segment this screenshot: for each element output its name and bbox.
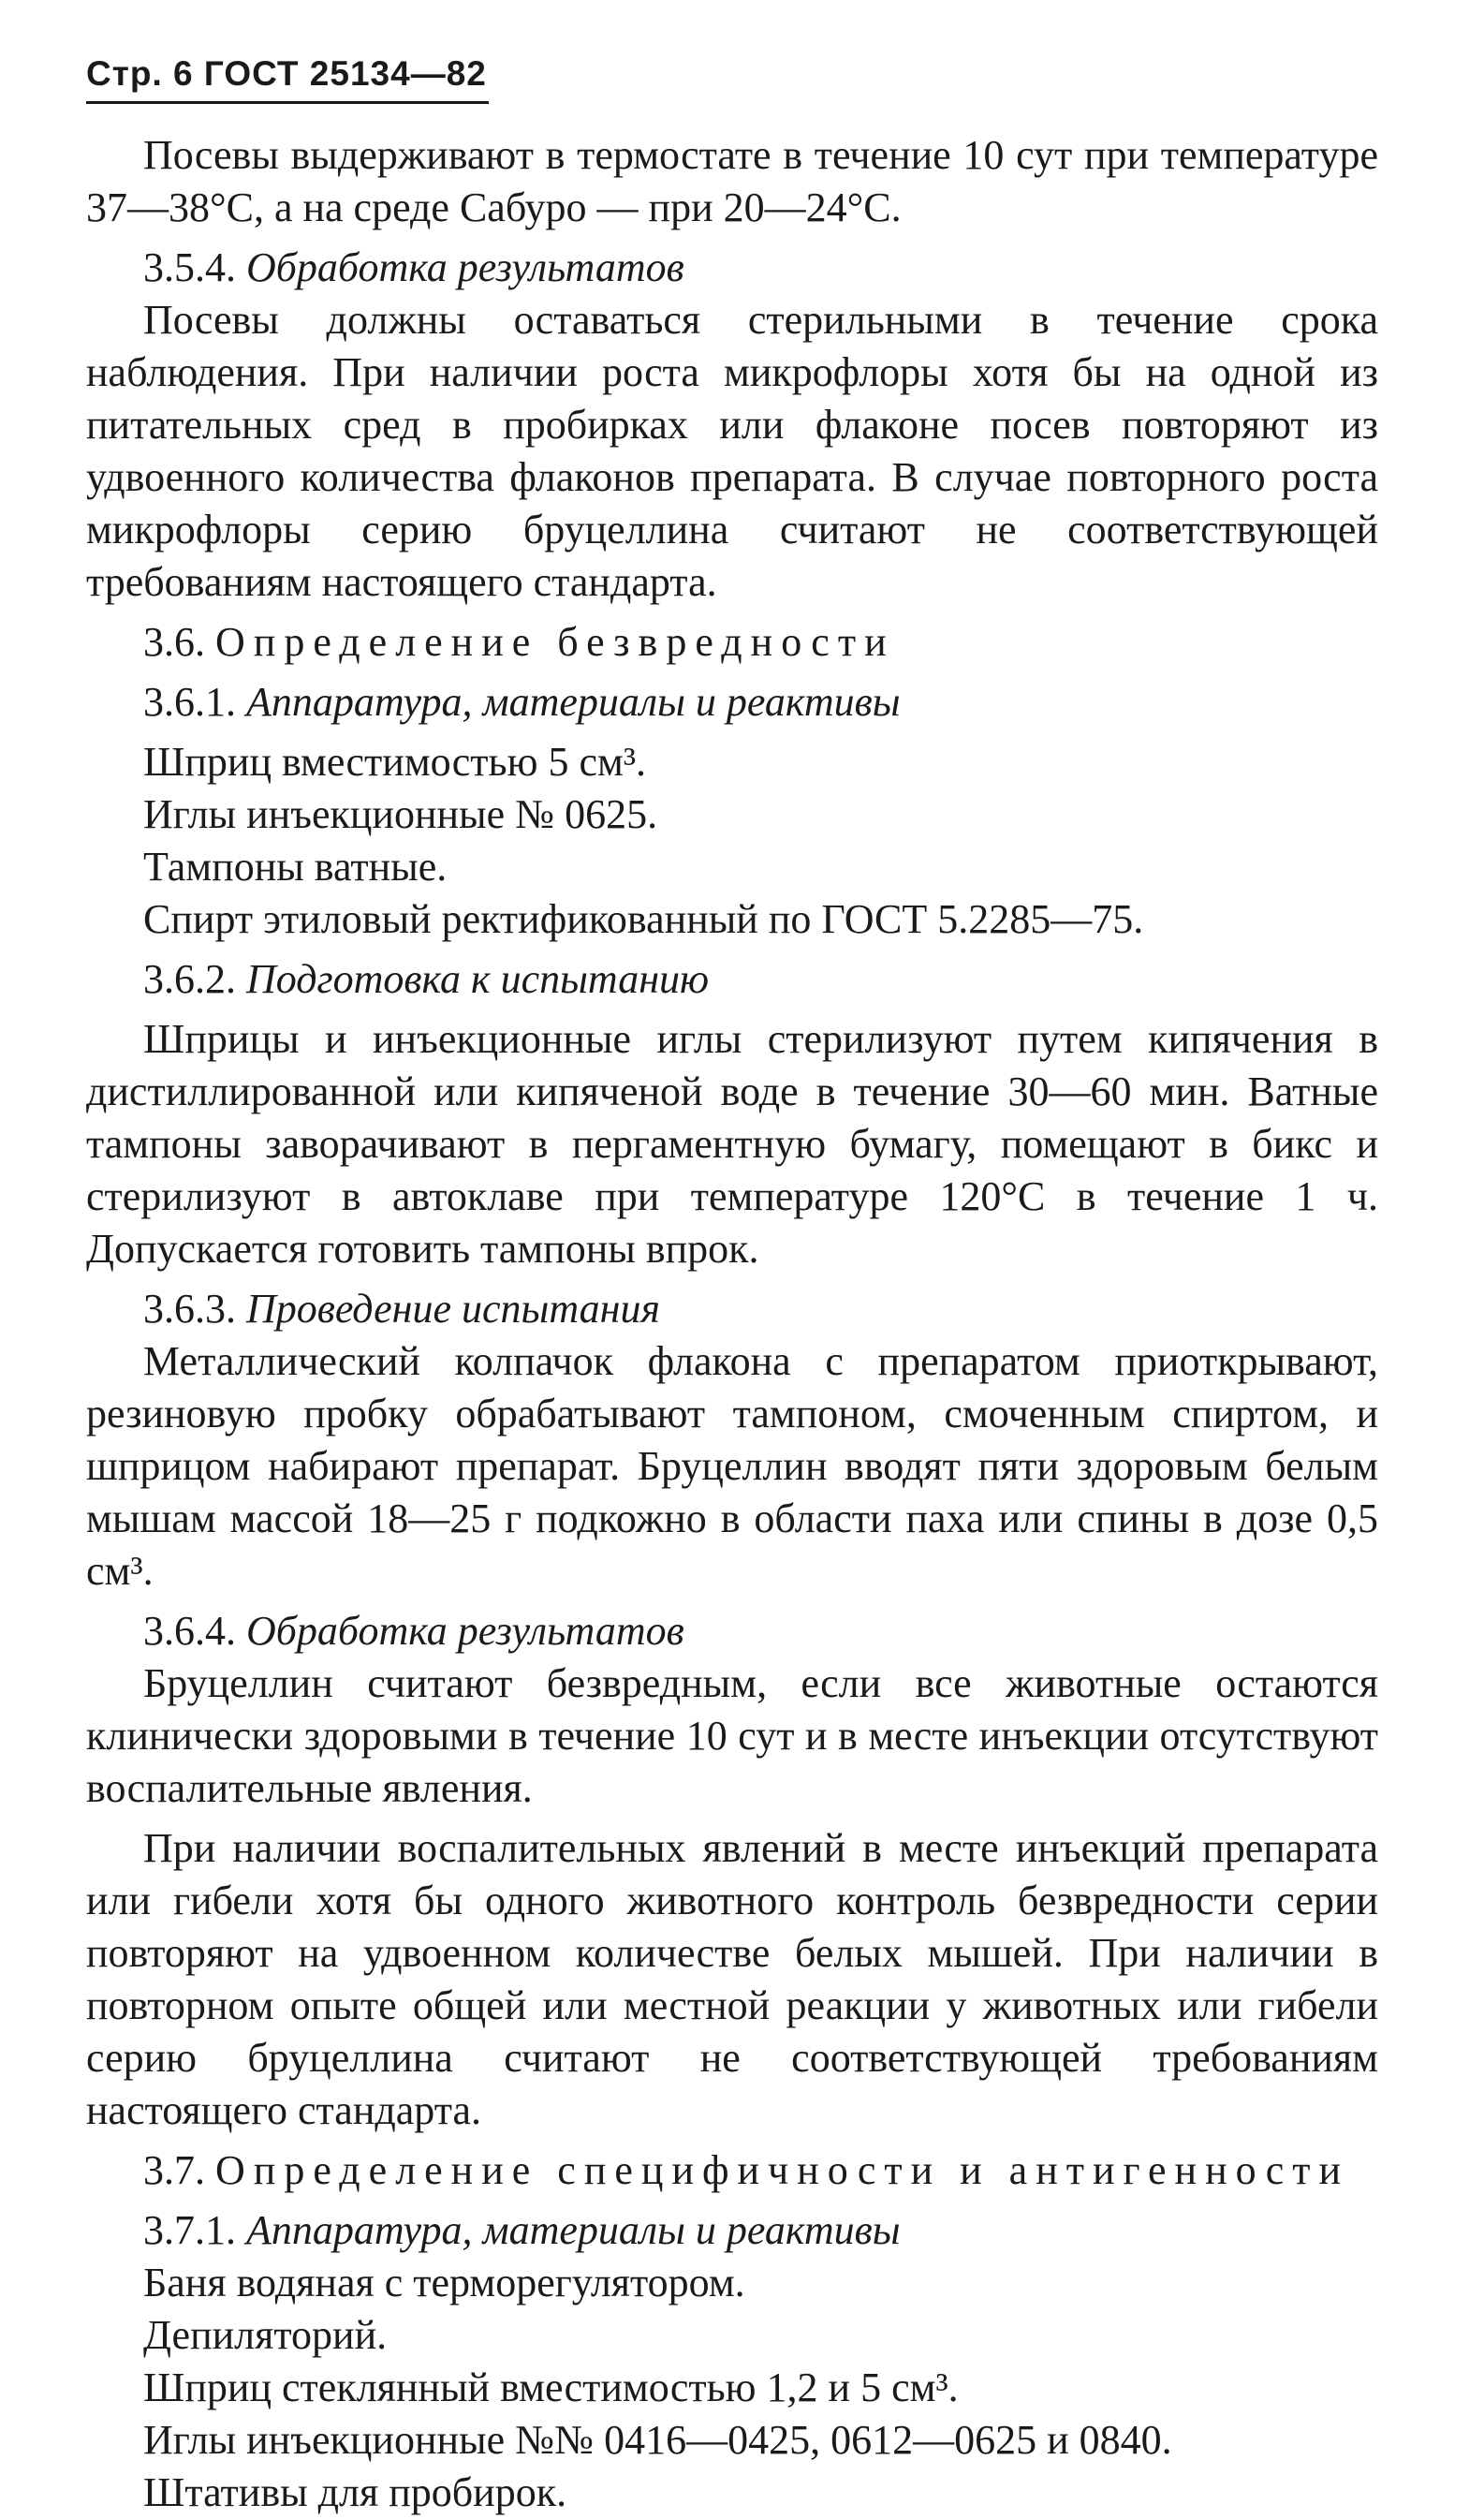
document-body <box>86 129 1378 2519</box>
list-item: Штативы для пробирок. <box>143 2469 567 2515</box>
list-item: Баня водяная с терморегулятором. <box>143 2260 745 2305</box>
paragraph: Металлический колпачок флакона с препаратом приоткрывают, резиновую пробку обрабатывают тампоном, смоченным спиртом, и шприцом набирают препарат. Бруцеллин вводят пяти здоровым белым мышам массой 18—25 г подкожно в области паха или спины в дозе 0,5 см³. <box>86 1338 1378 1594</box>
section-title: Аппаратура, материалы и реактивы <box>246 2207 901 2253</box>
list-item: Шприц стеклянный вместимостью 1,2 и 5 см³. <box>143 2364 959 2410</box>
paragraph: Посевы выдерживают в термостате в течение 10 сут при температуре 37—38°С, а на среде Сабуро — при 20—24°С. <box>86 132 1378 230</box>
list-item: Депиляторий. <box>143 2312 388 2358</box>
section-number: 3.6.2. <box>143 956 236 1002</box>
section-heading-3-7-1 <box>86 2204 1378 2257</box>
paragraph: Бруцеллин считают безвредным, если все животные остаются клинически здоровыми в течение 10 сут и в месте инъекции отсутствуют воспалительные явления. <box>86 1660 1378 1811</box>
section-heading-3-6-2 <box>86 953 1378 1006</box>
section-title: Аппаратура, материалы и реактивы <box>246 679 901 725</box>
header-rule <box>86 101 489 104</box>
section-heading-3-6-3 <box>86 1283 1378 1335</box>
paragraph: При наличии воспалительных явлений в месте инъекций препарата или гибели хотя бы одного животного контроль безвредности серии повторяют на удвоенном количестве белых мышей. При наличии в повторном опыте общей или местной реакции у животных или гибели серию бруцеллина считают не соответствующей требованиям настоящего стандарта. <box>86 1825 1378 2133</box>
list-item: Иглы инъекционные № 0625. <box>143 791 658 837</box>
list-item: Спирт этиловый ректификованный по ГОСТ 5.2285—75. <box>143 896 1144 942</box>
section-number: 3.6.4. <box>143 1608 236 1654</box>
section-number: 3.5.4. <box>143 244 236 290</box>
section-title: Подготовка к испытанию <box>246 956 710 1002</box>
section-title: Определение специфичности и антигенности <box>215 2147 1350 2193</box>
section-number: 3.6.1. <box>143 679 236 725</box>
section-heading-3-7 <box>86 2144 1378 2197</box>
section-title: Определение безвредности <box>215 619 895 665</box>
section-heading-3-6-1 <box>86 676 1378 729</box>
list-item: Шприц вместимостью 5 см³. <box>143 739 647 785</box>
paragraph: Шприцы и инъекционные иглы стерилизуют путем кипячения в дистиллированной или кипяченой воде в течение 30—60 мин. Ватные тампоны заворачивают в пергаментную бумагу, помещают в бикс и стерилизуют в автоклаве при температуре 120°С в течение 1 ч. Допускается готовить тампоны впрок. <box>86 1016 1378 1272</box>
section-heading-3-6-4 <box>86 1605 1378 1657</box>
section-number: 3.7. <box>143 2147 205 2193</box>
section-heading-3-6 <box>86 616 1378 669</box>
section-heading-3-5-4 <box>86 242 1378 294</box>
section-title: Обработка результатов <box>246 244 684 290</box>
paragraph: Посевы должны оставаться стерильными в течение срока наблюдения. При наличии роста микрофлоры хотя бы на одной из питательных сред в пробирках или флаконе посев повторяют из удвоенного количества флаконов препарата. В случае повторного роста микрофлоры серию бруцеллина считают не соответствующей требованиям настоящего стандарта. <box>86 297 1378 605</box>
section-title: Проведение испытания <box>246 1286 660 1332</box>
list-item: Тампоны ватные. <box>143 844 448 890</box>
section-number: 3.6.3. <box>143 1286 236 1332</box>
section-number: 3.7.1. <box>143 2207 236 2253</box>
section-number: 3.6. <box>143 619 205 665</box>
list-item: Иглы инъекционные №№ 0416—0425, 0612—0625 и 0840. <box>143 2417 1172 2463</box>
section-title: Обработка результатов <box>246 1608 684 1654</box>
page-header: Стр. 6 ГОСТ 25134—82 <box>86 54 487 93</box>
